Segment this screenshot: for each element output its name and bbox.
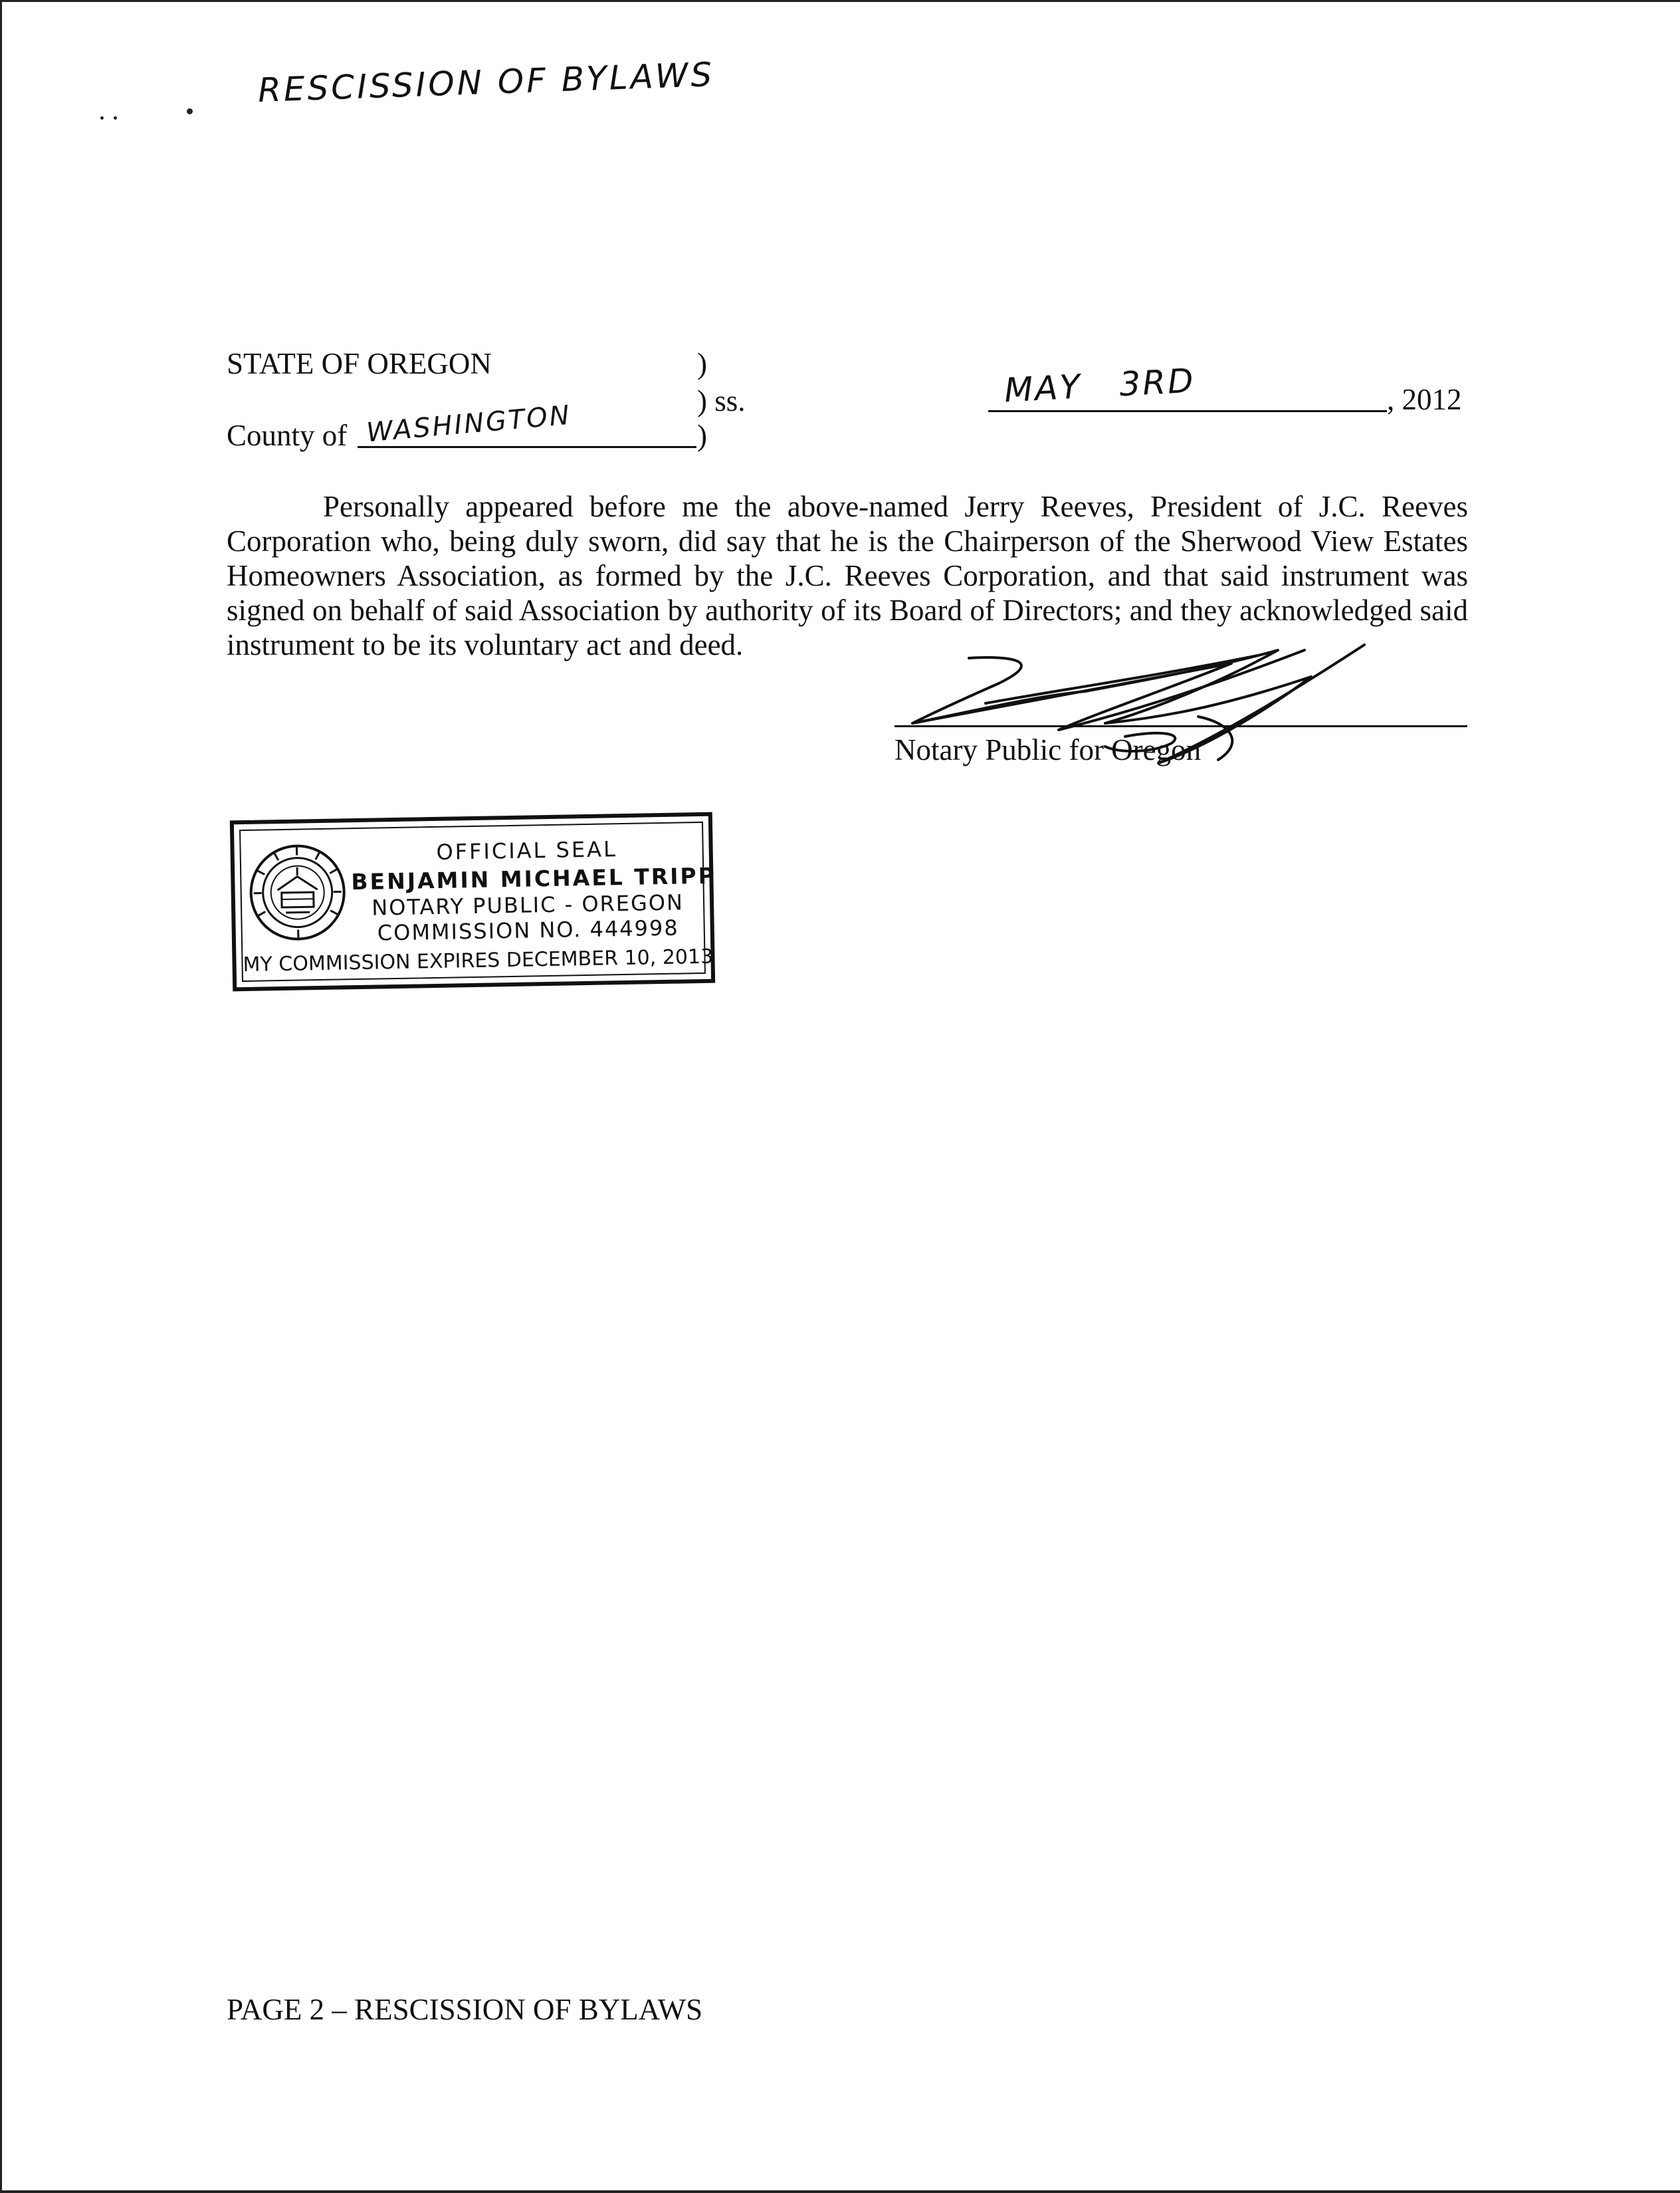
stamp-commission-expiry: MY COMMISSION EXPIRES DECEMBER 10, 2013 [243, 945, 714, 977]
date-handwritten: MAY 3RD [1003, 361, 1196, 410]
page-footer: PAGE 2 – RESCISSION OF BYLAWS [227, 1993, 703, 2026]
date-underline [988, 410, 1387, 412]
date-year: , 2012 [1387, 383, 1462, 416]
venue-state: STATE OF OREGON [227, 347, 492, 380]
handwritten-annotation: RESCISSION OF BYLAWS [257, 55, 715, 110]
stamp-official-seal: OFFICIAL SEAL [436, 836, 618, 865]
margin-mark [187, 108, 193, 114]
margin-mark [114, 116, 117, 120]
county-underline [358, 446, 696, 448]
signature-line [894, 725, 1467, 727]
state-of-oregon-seal-icon [247, 842, 348, 943]
venue-ss: ) ss. [697, 384, 746, 417]
acknowledgment-paragraph: Personally appeared before me the above-named Jerry Reeves, President of J.C. Reeves Corporation who, being duly sworn, did say that he is the Chairperson of the Sherwood View Estates Homeowners Association, as formed by the J.C. Reeves Corporation, and that said instrument was signed on behalf of said Association by authority of its Board of Directors; and they acknowledged said instrument to be its voluntary act and deed. [227, 490, 1468, 661]
margin-mark [100, 116, 104, 120]
stamp-commission-number: COMMISSION NO. 444998 [377, 915, 679, 946]
venue-paren-3: ) [697, 419, 707, 452]
signature-caption: Notary Public for Oregon [894, 733, 1202, 766]
venue-county-label: County of [227, 419, 348, 452]
venue-paren-1: ) [697, 347, 707, 380]
notary-stamp [230, 812, 715, 992]
county-handwritten-value: WASHINGTON [365, 400, 573, 449]
stamp-notary-name: BENJAMIN MICHAEL TRIPP [351, 862, 717, 895]
stamp-notary-title: NOTARY PUBLIC - OREGON [371, 889, 684, 921]
